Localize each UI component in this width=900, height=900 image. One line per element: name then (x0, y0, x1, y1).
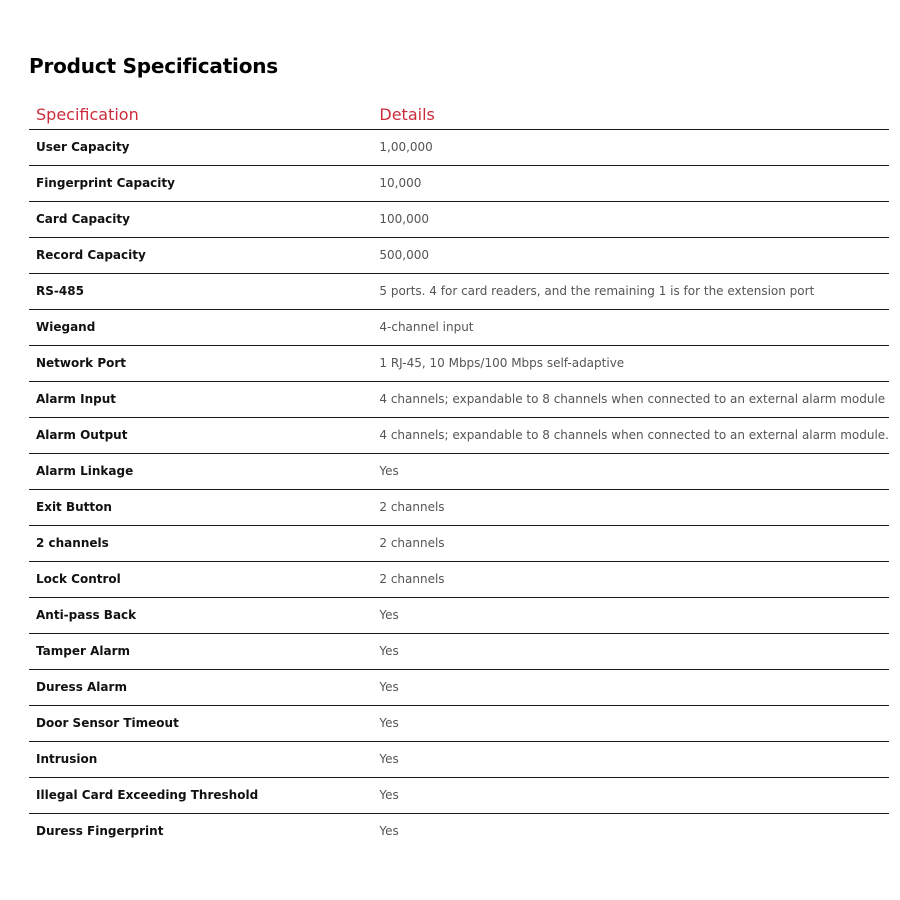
spec-table-head (29, 94, 889, 129)
spec-name: Tamper Alarm (29, 633, 372, 669)
spec-name: Card Capacity (29, 201, 372, 237)
spec-name: Alarm Output (29, 417, 372, 453)
spec-value: Yes (372, 777, 889, 813)
spec-value: 4 channels; expandable to 8 channels when connected to an external alarm module. (372, 417, 889, 453)
spec-table-body (29, 129, 889, 849)
spec-value: 1,00,000 (372, 129, 889, 165)
spec-value: 2 channels (372, 561, 889, 597)
spec-name: Wiegand (29, 309, 372, 345)
header-row (29, 94, 889, 129)
spec-value: 2 channels (372, 489, 889, 525)
table-row (29, 129, 889, 165)
table-row (29, 633, 889, 669)
spec-value: Yes (372, 633, 889, 669)
spec-value: 2 channels (372, 525, 889, 561)
spec-name: Lock Control (29, 561, 372, 597)
spec-value: Yes (372, 669, 889, 705)
table-row (29, 741, 889, 777)
table-row (29, 417, 889, 453)
spec-table (29, 94, 889, 849)
spec-value: Yes (372, 741, 889, 777)
table-row (29, 273, 889, 309)
spec-value: Yes (372, 597, 889, 633)
table-row (29, 561, 889, 597)
spec-name: Network Port (29, 345, 372, 381)
column-header-specification: Specification (29, 94, 372, 129)
spec-name: Record Capacity (29, 237, 372, 273)
spec-value: Yes (372, 453, 889, 489)
spec-name: Anti-pass Back (29, 597, 372, 633)
spec-value: 500,000 (372, 237, 889, 273)
table-row (29, 381, 889, 417)
table-row (29, 165, 889, 201)
spec-value: 1 RJ-45, 10 Mbps/100 Mbps self-adaptive (372, 345, 889, 381)
spec-value: 5 ports. 4 for card readers, and the remaining 1 is for the extension port (372, 273, 889, 309)
table-row (29, 597, 889, 633)
spec-value: 4 channels; expandable to 8 channels when connected to an external alarm module (372, 381, 889, 417)
table-row (29, 237, 889, 273)
table-row (29, 525, 889, 561)
table-row (29, 453, 889, 489)
spec-name: Exit Button (29, 489, 372, 525)
table-row (29, 813, 889, 849)
column-header-details: Details (372, 94, 889, 129)
spec-name: Alarm Input (29, 381, 372, 417)
spec-value: 10,000 (372, 165, 889, 201)
table-row (29, 345, 889, 381)
table-row (29, 669, 889, 705)
spec-name: Intrusion (29, 741, 372, 777)
spec-name: Fingerprint Capacity (29, 165, 372, 201)
spec-value: Yes (372, 705, 889, 741)
spec-name: Duress Fingerprint (36, 824, 164, 839)
spec-name: User Capacity (29, 129, 372, 165)
spec-value: 4-channel input (372, 309, 889, 345)
table-row (29, 705, 889, 741)
spec-name: Duress Alarm (29, 669, 372, 705)
spec-name: Illegal Card Exceeding Threshold (29, 777, 372, 813)
table-row (29, 489, 889, 525)
page-title: Product Specifications (29, 54, 278, 78)
spec-value: 100,000 (372, 201, 889, 237)
table-row (29, 309, 889, 345)
spec-name: RS-485 (29, 273, 372, 309)
spec-name: Alarm Linkage (29, 453, 372, 489)
table-row (29, 201, 889, 237)
spec-name: 2 channels (29, 525, 372, 561)
spec-name: Door Sensor Timeout (29, 705, 372, 741)
spec-value: Yes (379, 824, 399, 839)
table-row (29, 777, 889, 813)
